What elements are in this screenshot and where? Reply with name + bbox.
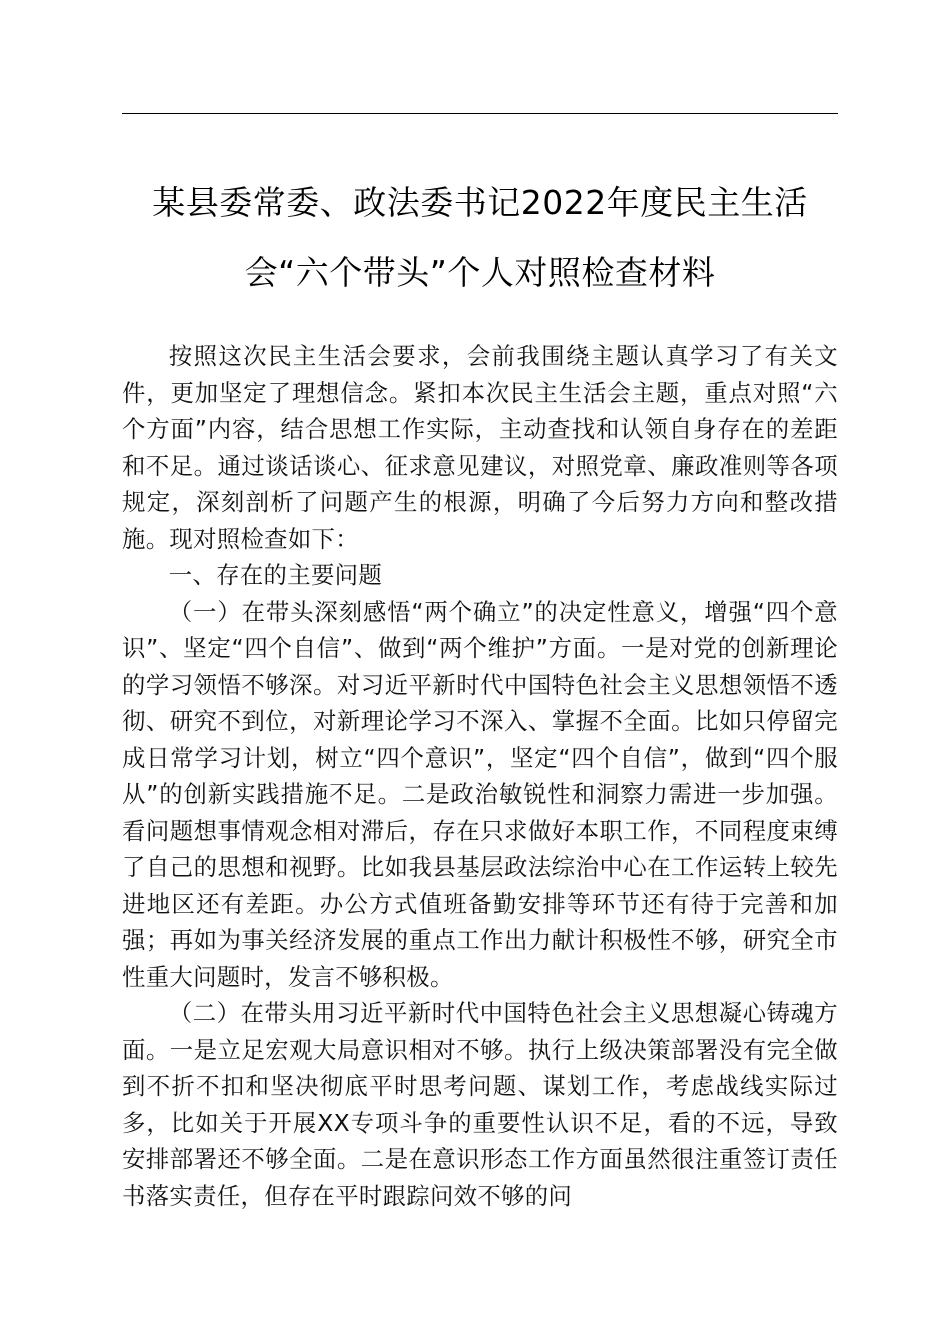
title-line-1: 某县委常委、政法委书记2022年度民主生活 xyxy=(152,183,808,222)
document-body xyxy=(122,338,838,1214)
intro-paragraph: 按照这次民主生活会要求，会前我围绕主题认真学习了有关文件，更加坚定了理想信念。紧扣本次民主生活会主题，重点对照“六个方面”内容，结合思想工作实际，主动查找和认领自身存在的差距和不足。通过谈话谈心、征求意见建议，对照党章、廉政准则等各项规定，深刻剖析了问题产生的根源，明确了今后努力方向和整改措施。现对照检查如下： xyxy=(122,342,838,553)
title-line-2: 会“六个带头”个人对照检查材料 xyxy=(244,253,716,292)
section-heading: 一、存在的主要问题 xyxy=(168,561,383,589)
problem-paragraph-1: （一）在带头深刻感悟“两个确立”的决定性意义，增强“四个意识”、坚定“四个自信”、做到“两个维护”方面。一是对党的创新理论的学习领悟不够深。对习近平新时代中国特色社会主义思想领悟不透彻、研究不到位，对新理论学习不深入、掌握不全面。比如只停留完成日常学习计划，树立“四个意识”，坚定“四个自信”，做到“四个服从”的创新实践措施不足。二是政治敏锐性和洞察力需进一步加强。看问题想事情观念相对滞后，存在只求做好本职工作，不同程度束缚了自己的思想和视野。比如我县基层政法综治中心在工作运转上较先进地区还有差距。办公方式值班备勤安排等环节还有待于完善和加强；再如为事关经济发展的重点工作出力献计积极性不够，研究全市性重大问题时，发言不够积极。 xyxy=(122,597,838,991)
problem-paragraph-2: （二）在带头用习近平新时代中国特色社会主义思想凝心铸魂方面。一是立足宏观大局意识相对不够。执行上级决策部署没有完全做到不折不扣和坚决彻底平时思考问题、谋划工作，考虑战线实际过多，比如关于开展XX专项斗争的重要性认识不足，看的不远，导致安排部署还不够全面。二是在意识形态工作方面虽然很注重签订责任书落实责任，但存在平时跟踪问效不够的问 xyxy=(122,999,838,1210)
document-title xyxy=(122,168,838,308)
header-rule xyxy=(122,113,838,114)
